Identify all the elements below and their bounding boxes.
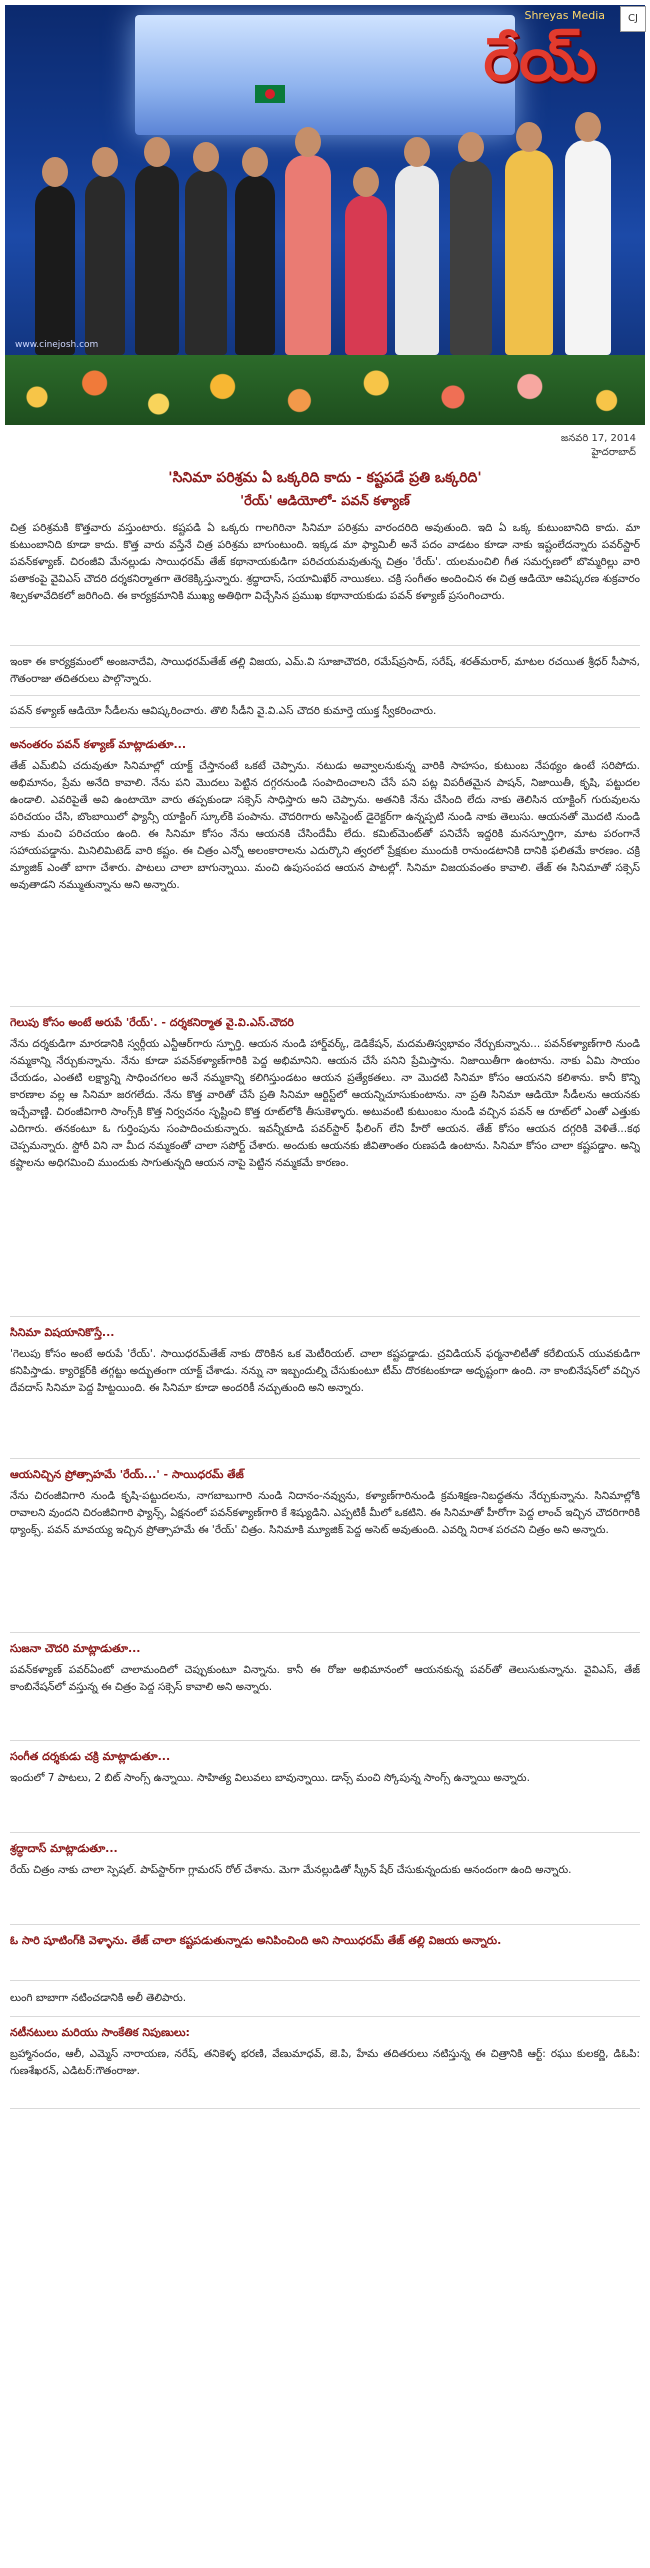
release-paragraph: పవన్ కళ్యాణ్ ఆడియో సీడీలను ఆవిష్కరించారు. తొలి సీడీని వై.వి.ఎస్ చౌదరి కుమార్తె యుక్త స్వీకరించారు. <box>10 705 437 717</box>
divider <box>10 645 640 646</box>
section-title-tej: ఆయనిచ్చిన ప్రోత్సాహమే 'రేయ్...' - సాయిధరమ్ తేజ్ <box>10 1468 244 1481</box>
article-subhead: 'రేయ్' ఆడియోలో- పవన్ కళ్యాణ్ <box>240 494 410 509</box>
divider <box>10 1924 640 1925</box>
section-title-shraddha: శ్రద్ధాదాస్ మాట్లాడుతూ... <box>10 1842 118 1855</box>
corner-logo-icon: CJ <box>620 6 646 32</box>
section-title-sujana: సుజనా చౌదరి మాట్లాడుతూ... <box>10 1642 141 1655</box>
divider <box>10 2108 640 2109</box>
section-body-shraddha: రేయ్ చిత్రం నాకు చాలా స్పెషల్. పాప్‌స్టార్‌గా గ్లామరస్ రోల్ చేశాను. మెగా మేనల్లుడితో స్క్రీన్ షేర్ చేసుకున్నందుకు ఆనందంగా ఉంది అన్నారు. <box>10 1864 572 1876</box>
flag-icon <box>255 85 285 103</box>
divider <box>10 727 640 728</box>
article-headline: 'సినిమా పరిశ్రమ ఏ ఒక్కరిది కాదు - కష్టపడే ప్రతి ఒక్కరిది' <box>168 470 482 486</box>
site-watermark: www.cinejosh.com <box>15 340 99 350</box>
person-figure <box>185 170 227 355</box>
person-figure <box>85 175 125 355</box>
divider <box>10 1632 640 1633</box>
divider <box>10 1458 640 1459</box>
section-body-film: 'గెలుపు కోసం అంటే అరుపే 'రేయ్'. సాయిధరమ్‌తేజ్ నాకు దొరికిన ఒక మెటీరియల్. చాలా కష్టపడ్డాడు. చ్రవిడియన్ ఫర్మనాలిటీతో కరేబియన్ యువకుడిగా కనిపిస్తాడు. క్యారెక్టర్‌కి తగ్గట్టు అద్భుతంగా యాక్ట్ చేశాడు. నన్ను నా ఇబ్బందుల్ని చేసుకుంటూ టీమ్ దొరకటంకూడా అదృష్టంగా ఉంది. నా కాంబినేషన్‌లో వచ్చిన దేవదాస్ సినిమా పెద్ద హిట్టయింది. ఈ సినిమా కూడా అందరికీ నచ్చుతుంది అని అన్నారు. <box>10 1348 640 1394</box>
person-figure <box>35 185 75 355</box>
person-figure <box>505 150 553 355</box>
vijaya-remark: ఓ సారి షూటింగ్‌కి వెళ్ళాను. తేజ్ చాలా కష్టపడుతున్నాడు అనిపించింది అని సాయిధరమ్ తేజ్ తల్లి విజయ అన్నారు. <box>10 1934 502 1947</box>
divider <box>10 1740 640 1741</box>
event-photo <box>5 5 645 425</box>
section-body-tej: నేను చిరంజీవిగారి నుండి కృషి-పట్టుదలను, నాగబాబుగారి నుండి నిదానం-నవ్వును, కళ్యాణ్‌గారినుండి క్రమశిక్షణ-నిబద్ధతను నేర్చుకున్నాను. సినిమాల్లోకి రావాలని వుందని చిరంజీవిగారి ఫ్యాన్స్, ఏక్షనంలో పవన్‌కళ్యాణ్‌గారి కే శిష్యుడిని. ఎప్పటికీ మీలో ఒకటిని. ఈ సినిమాతో హీరోగా పెద్ద లాంచ్ ఇచ్చిన చౌదరిగారికి థ్యాంక్స్. పవన్ మావయ్య ఇచ్చిన ప్రోత్సాహమే ఈ 'రేయ్' చిత్రం. సినిమాకి మ్యూజిక్ పెద్ద అసెట్ అవుతుంది. ఎవర్ని నిరాశ పరచని చిత్రం అని అన్నారు. <box>10 1490 640 1536</box>
section-body-credits: బ్రహ్మానందం, ఆలీ, ఎమ్మెస్ నారాయణ, నరేష్, తనికెళ్ళ భరణి, వేణుమాధవ్, జె.పి, హేమ తదితరులు నటిస్తున్న ఈ చిత్రానికి ఆర్ట్: రఘు కులకర్ణి, డిఓపి: గుణశేఖరన్, ఎడిటర్:గౌతంరాజు. <box>10 2048 640 2077</box>
person-figure <box>450 160 492 355</box>
article-place: హైదరాబాద్ <box>591 447 636 458</box>
person-figure <box>345 195 387 355</box>
divider <box>10 1006 640 1007</box>
person-figure <box>395 165 439 355</box>
section-body-director: నేను దర్శకుడిగా మారడానికి స్వర్గీయ ఎన్టీఆర్‌గారు స్ఫూర్తి. ఆయన నుండి హార్డ్‌వర్క్, డెడికేషన్, మదమతిస్వభావం నేర్చుకున్నాను... పవన్‌కళ్యాణ్‌గారి నుండి నమ్మకాన్ని నేర్చుకున్నాను. నేను కూడా పవన్‌కళ్యాణ్‌గారికి పెద్ద అభిమానిని. ఆయన చేసే పనిని ప్రేమిస్తాను. నిజాయితీగా ఉంటాను. నాకు ఏమి సాయం చేయడం, ఎంతటి లక్ష్యాన్ని సాధించగలం అనే నమ్మకాన్ని కలిగిస్తుండటం ఆయన ప్రత్యేకతలు. నా మొదటి సినిమా కోసం ఆయనని కలిశాను. కానీ కొన్ని కారణాల వల్ల ఆ సినిమా జరగలేదు. నేను కొత్త వారితో చేసే ప్రతి సినిమా ఆర్టిస్ట్‌లో ఆయన్నిచూసుకుంటాను. నా ప్రతి సినిమా ఆడియో సీడీలను ఆయనకు ఇచ్చేవాణ్ణి. చిరంజీవిగారి సాంగ్స్‌కి కొత్త నిర్వచనం సృష్టించి కొత్త రూట్‌లోకి తీసుకెళ్ళారు. అటువంటి కుటుంబం నుండి వచ్చిన పవన్ ఆ రూట్‌లో ఎంతో ఎత్తుకు ఎదిగారు. తనకంటూ ఓ గుర్తింపును సంపాదించుకున్నారు. ఇవన్నీకూడి పవర్‌స్టార్ ఫీలింగ్ లేని హీరో ఆయన. తేజ్ కోసం ఆయన దగ్గరికి వెళితే...కథ చెప్పమన్నారు. స్టోరీ విని నా మీద నమ్మకంతో చాలా సపోర్ట్ చేశారు. అందుకు ఆయనకు జీవితాంతం రుణపడి ఉంటాను. సినిమా కోసం చాలా కష్టపడ్డాం. అన్ని కష్టాలను అధిగమించి ముందుకు సాగుతున్నది ఆయన నాపై పెట్టిన నమ్మకమే కారణం. <box>10 1038 640 1169</box>
section-title-film: సినిమా విషయానికొస్తే... <box>10 1326 115 1339</box>
section-body-pawan: తేజ్ ఎమ్‌బిఏ చదువుతూ సినిమాల్లో యాక్ట్ చేస్తానంటే ఒకటే చెప్పాను. నటుడు అవ్వాలనుకున్న వారికి సాహసం, కుటుంబ నేపథ్యం ఉంటే సరిపోదు. అభిమానం, ప్రేమ అనేది కావాలి. నేను పని మొదలు పెట్టిన దగ్గరనుండి సంపాదించాలని చేసే పని పట్ల విపరీతమైన పాషన్, నిజాయితీ, కృషి, పట్టుదల ఉండాలి. ఎవరిపైతే అవి ఉంటాయో వారు తప్పకుండా సక్సెస్ సాధిస్తారు అని చెప్పాను. అతనికి నేను చేసింది లేదు నాకు తెలిసిన యాక్టింగ్ గురువులను పరిచయం చేసి, బొంబాయిలో ఫ్యాన్సీ యాక్టింగ్ స్కూల్‌కి పంపాను. చౌదరిగారు అసిస్టెంట్ డైరెక్టర్‌గా ఉన్నప్పటి నుండి నాకు తెలుసు. ఆయనతో మొదటి నుండి నాకు మంచి పరిచయం ఉంది. ఈ సినిమా కోసం నేను ఆయనకి చేసిందేమీ లేదు. కమిట్‌మెంట్‌తో పనిచేసే ఇద్దరికి మనస్ఫూర్తిగా, మాట పరంగానే సహాయపడ్డాను. మినిలిమిటెడ్ వారి కష్టం. ఈ చిత్రం ఎన్నో అలంకారాలను ఎదుర్కొని త్వరలో ప్రేక్షకుల ముందుకి రానుండటానికి దానికి ఫలితమే కారణం. చక్రి మ్యాజిక్ ఎంతో బాగా చేశారు. పాటలు చాలా బాగున్నాయి. మంచి ఉపుసంపద ఆయన పాటల్లో. సినిమా విజయవంతం కావాలి. తేజ్ ఈ సినిమాతో సక్సెస్ అవుతాడని నమ్ముతున్నాను అని అన్నారు. <box>10 760 640 891</box>
section-body-chakri: ఇందులో 7 పాటలు, 2 బిట్ సాంగ్స్ ఉన్నాయి. సాహిత్య విలువలు బావున్నాయి. డాన్స్ మంచి స్కోపున్న సాంగ్స్ ఉన్నాయి అన్నారు. <box>10 1772 530 1784</box>
person-figure <box>235 175 275 355</box>
section-title-credits: నటీనటులు మరియు సాంకేతిక నిపుణులు: <box>10 2026 190 2039</box>
section-title-pawan: అనంతరం పవన్ కళ్యాణ్ మాట్లాడుతూ... <box>10 738 187 751</box>
article-date: జనవరి 17, 2014 <box>560 433 636 444</box>
divider <box>10 695 640 696</box>
divider <box>10 1316 640 1317</box>
section-title-director: గెలుపు కోసం అంటే అరుపే 'రేయ్'. - దర్శకనిర్మాత వై.వి.ఎస్.చౌదరి <box>10 1016 294 1029</box>
flower-decoration <box>5 355 645 425</box>
ali-remark: లుంగి బాబాగా నటించడానికి అలీ తెలిపారు. <box>10 1992 187 2004</box>
person-figure <box>285 155 331 355</box>
article-intro: చిత్ర పరిశ్రమకి కొత్తవారు వస్తుంటారు. కష్టపడి ఏ ఒక్కరు గాలగిరినా సినిమా పరిశ్రమ వారందరిది అవుతుంది. ఇది ఏ ఒక్క కుటుంబానిది కాదు. మా కుటుంబానిది కూడా కాదు. కొత్త వారు వస్తేనే చిత్ర పరిశ్రమ బాగుంటుంది. ఇక్కడ మా ఫ్యామిలీ అనే పదం వాడటం కూడా నాకు ఇష్టంలేదన్నారు పవర్‌స్టార్ పవన్‌కళ్యాణ్. చిరంజీవి మేనల్లుడు సాయిధరమ్ తేజ్ కథానాయకుడిగా పరిచయమవుతున్న చిత్రం 'రేయ్'. యలమంచిలి గీత సమర్పణలో బొమ్మరిల్లు వారి పతాకంపై వైవిఎస్ చౌదరి దర్శకనిర్మాతగా తెరకెక్కిస్తున్నారు. శ్రద్ధాదాస్, సయామిఖేర్ నాయికలు. చక్రి సంగీతం అందించిన ఈ చిత్ర ఆడియో ఆవిష్కరణ శుక్రవారం శిల్పకళావేదికలో జరిగింది. ఈ కార్యక్రమానికి ముఖ్య అతిథిగా విచ్చేసిన ప్రముఖ కథానాయకుడు పవన్ కళ్యాణ్ ప్రసంగించారు. <box>10 522 640 602</box>
banner-label: Shreyas Media <box>524 9 605 22</box>
person-figure <box>135 165 179 355</box>
section-body-sujana: పవన్‌కళ్యాణ్ పవర్‌ఏంటో చాలామందిలో చెప్పుకుంటూ విన్నాను. కానీ ఈ రోజు అభిమానంలో ఆయనకున్న పవర్‌తో తెలుసుకున్నాను. వైవిఎస్, తేజ్ కాంబినేషన్‌లో వస్తున్న ఈ చిత్రం పెద్ద సక్సెస్ కావాలి అని అన్నారు. <box>10 1664 640 1693</box>
section-title-chakri: సంగీత దర్శకుడు చక్రి మాట్లాడుతూ... <box>10 1750 171 1763</box>
divider <box>10 2016 640 2017</box>
guests-paragraph: ఇంకా ఈ కార్యక్రమంలో అంజనాదేవి, సాయిధరమ్‌తేజ్ తల్లి విజయ, ఎమ్.వి సూజాచౌదరి, రమేష్‌ప్రసాద్, సరేష్, శరత్‌మరార్, మాటల రచయిత శ్రీధర్ సీపాన, గౌతంరాజు తదితరులు పాల్గొన్నారు. <box>10 656 640 685</box>
divider <box>10 1832 640 1833</box>
divider <box>10 1980 640 1981</box>
film-logo: రేయ్ <box>483 25 597 95</box>
person-figure <box>565 140 611 355</box>
